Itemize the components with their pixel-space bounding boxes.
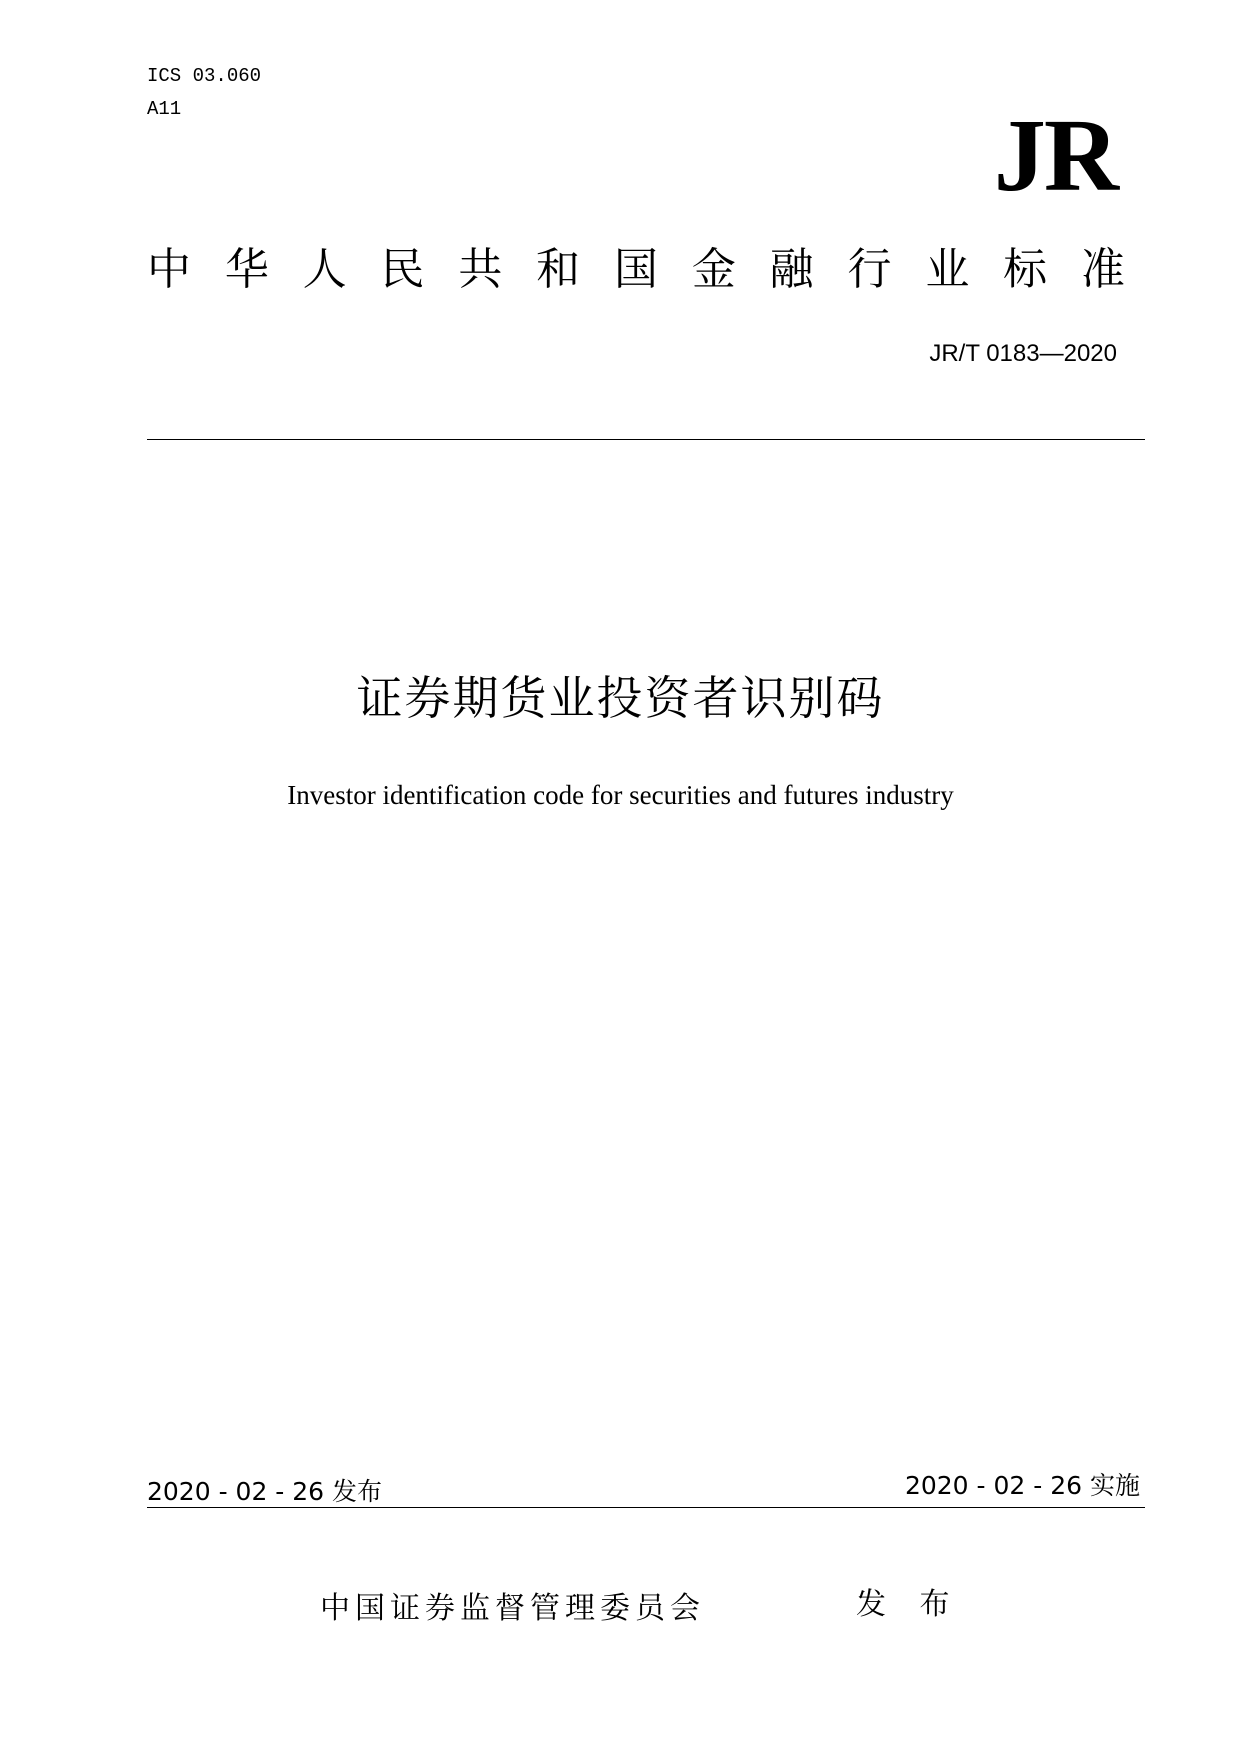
document-title-cn: 证券期货业投资者识别码 [356,671,885,725]
standard-category-title: 中 华 人 民 共 和 国 金 融 行 业 标 准 [147,244,1125,295]
classification-code: A11 [147,98,182,120]
issue-date: 2020 - 02 - 26 发布 [147,1477,383,1506]
effective-date: 2020 - 02 - 26 实施 [904,1471,1140,1500]
top-divider [147,439,1145,440]
publisher-name: 中国证券监督管理委员会 [320,1591,705,1626]
standard-code: JR/T 0183—2020 [929,340,1117,367]
ics-number: ICS 03.060 [147,65,262,87]
jr-logo: JR [993,98,1117,213]
bottom-divider [147,1507,1145,1508]
document-title-en: Investor identification code for securities and futures industry [287,780,954,810]
publish-label: 发 布 [856,1587,962,1622]
